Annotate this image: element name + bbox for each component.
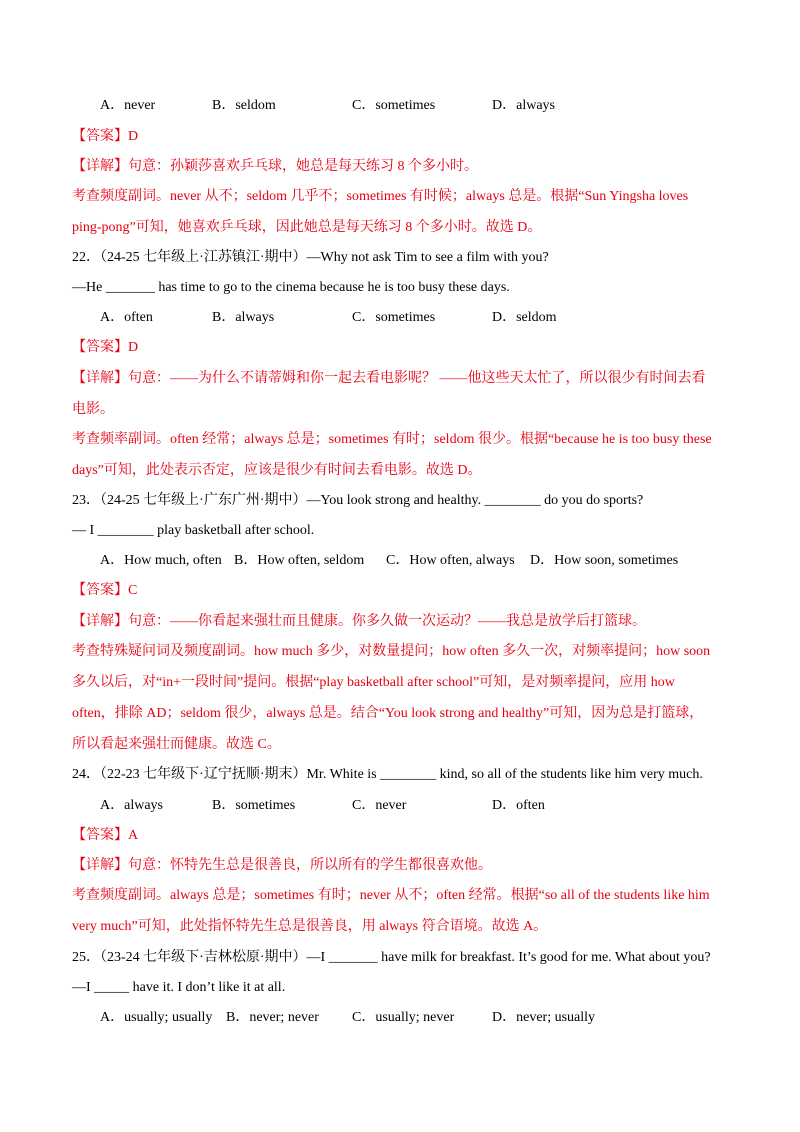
q24-option-a: A．always <box>100 798 163 813</box>
q23-detail-4: often，排除 AD；seldom 很少，always 总是。结合“You look strong and healthy”可知，因为总是打篮球， <box>72 706 704 721</box>
q25-stem-1: 25．（23-24 七年级下·吉林松原·期中）—I _______ have milk for breakfast. It’s good for me. What about you? <box>72 950 711 965</box>
q25-option-a: A．usually; usually <box>100 1010 213 1025</box>
q24-detail-2: 考查频度副词。always 总是；sometimes 有时；never 从不；often 经常。根据“so all of the students like him <box>72 888 710 903</box>
q21-detail-3: ping-pong”可知，她喜欢乒乓球，因此她总是每天练习 8 个多小时。故选 D。 <box>72 220 542 235</box>
q21-answer: 【答案】D <box>72 129 139 144</box>
q23-stem-1: 23．（24-25 七年级上·广东广州·期中）—You look strong and healthy. ________ do you do sports? <box>72 493 644 508</box>
q24-stem-1: 24．（22-23 七年级下·辽宁抚顺·期末）Mr. White is ________ kind, so all of the students like him very much. <box>72 767 703 782</box>
q23-detail-3: 多久以后，对“in+一段时间”提问。根据“play basketball after school”可知，是对频率提问，应用 how <box>72 675 675 690</box>
q23-option-d: D．How soon, sometimes <box>530 553 679 568</box>
q23-option-a: A．How much, often <box>100 553 222 568</box>
q22-stem-1: 22．（24-25 七年级上·江苏镇江·期中）—Why not ask Tim to see a film with you? <box>72 250 549 265</box>
q22-detail-4: days”可知，此处表示否定，应该是很少有时间去看电影。故选 D。 <box>72 463 482 478</box>
q25-option-b: B．never; never <box>226 1010 319 1025</box>
q21-detail-2: 考查频度副词。never 从不；seldom 几乎不；sometimes 有时候；always 总是。根据“Sun Yingsha loves <box>72 189 689 204</box>
q22-detail-2: 电影。 <box>72 402 114 417</box>
q23-answer: 【答案】C <box>72 583 138 598</box>
q24-option-b: B．sometimes <box>212 798 296 813</box>
q21-option-c: C．sometimes <box>352 98 436 113</box>
q24-option-d: D．often <box>492 798 545 813</box>
q23-stem-2: — I ________ play basketball after school. <box>72 523 315 538</box>
q22-detail-1: 【详解】句意：——为什么不请蒂姆和你一起去看电影呢？ ——他这些天太忙了，所以很少有时间去看 <box>72 371 706 386</box>
q22-option-b: B．always <box>212 310 275 325</box>
q23-detail-5: 所以看起来强壮而健康。故选 C。 <box>72 737 281 752</box>
q24-option-c: C．never <box>352 798 407 813</box>
q24-answer: 【答案】A <box>72 828 139 843</box>
q22-option-c: C．sometimes <box>352 310 436 325</box>
q23-option-c: C．How often, always <box>386 553 515 568</box>
q23-detail-2: 考查特殊疑问词及频度副词。how much 多少，对数量提问；how often 多久一次，对频率提问；how soon <box>72 644 711 659</box>
q24-detail-3: very much”可知，此处指怀特先生总是很善良，用 always 符合语境。故选 A。 <box>72 919 548 934</box>
q21-option-d: D．always <box>492 98 555 113</box>
q25-stem-2: —I _____ have it. I don’t like it at all. <box>72 980 286 995</box>
q25-option-c: C．usually; never <box>352 1010 455 1025</box>
q22-detail-3: 考查频率副词。often 经常；always 总是；sometimes 有时；seldom 很少。根据“because he is too busy these <box>72 432 712 447</box>
q22-stem-2: —He _______ has time to go to the cinema because he is too busy these days. <box>72 280 510 295</box>
q23-detail-1: 【详解】句意：——你看起来强壮而且健康。你多久做一次运动？——我总是放学后打篮球。 <box>72 614 646 629</box>
q22-option-d: D．seldom <box>492 310 557 325</box>
q25-option-d: D．never; usually <box>492 1010 596 1025</box>
q21-option-b: B．seldom <box>212 98 276 113</box>
q21-option-a: A．never <box>100 98 156 113</box>
q22-answer: 【答案】D <box>72 340 139 355</box>
q22-option-a: A．often <box>100 310 153 325</box>
q21-detail-1: 【详解】句意：孙颖莎喜欢乒乓球，她总是每天练习 8 个多小时。 <box>72 159 478 174</box>
q24-detail-1: 【详解】句意：怀特先生总是很善良，所以所有的学生都很喜欢他。 <box>72 858 492 873</box>
q23-option-b: B．How often, seldom <box>234 553 365 568</box>
